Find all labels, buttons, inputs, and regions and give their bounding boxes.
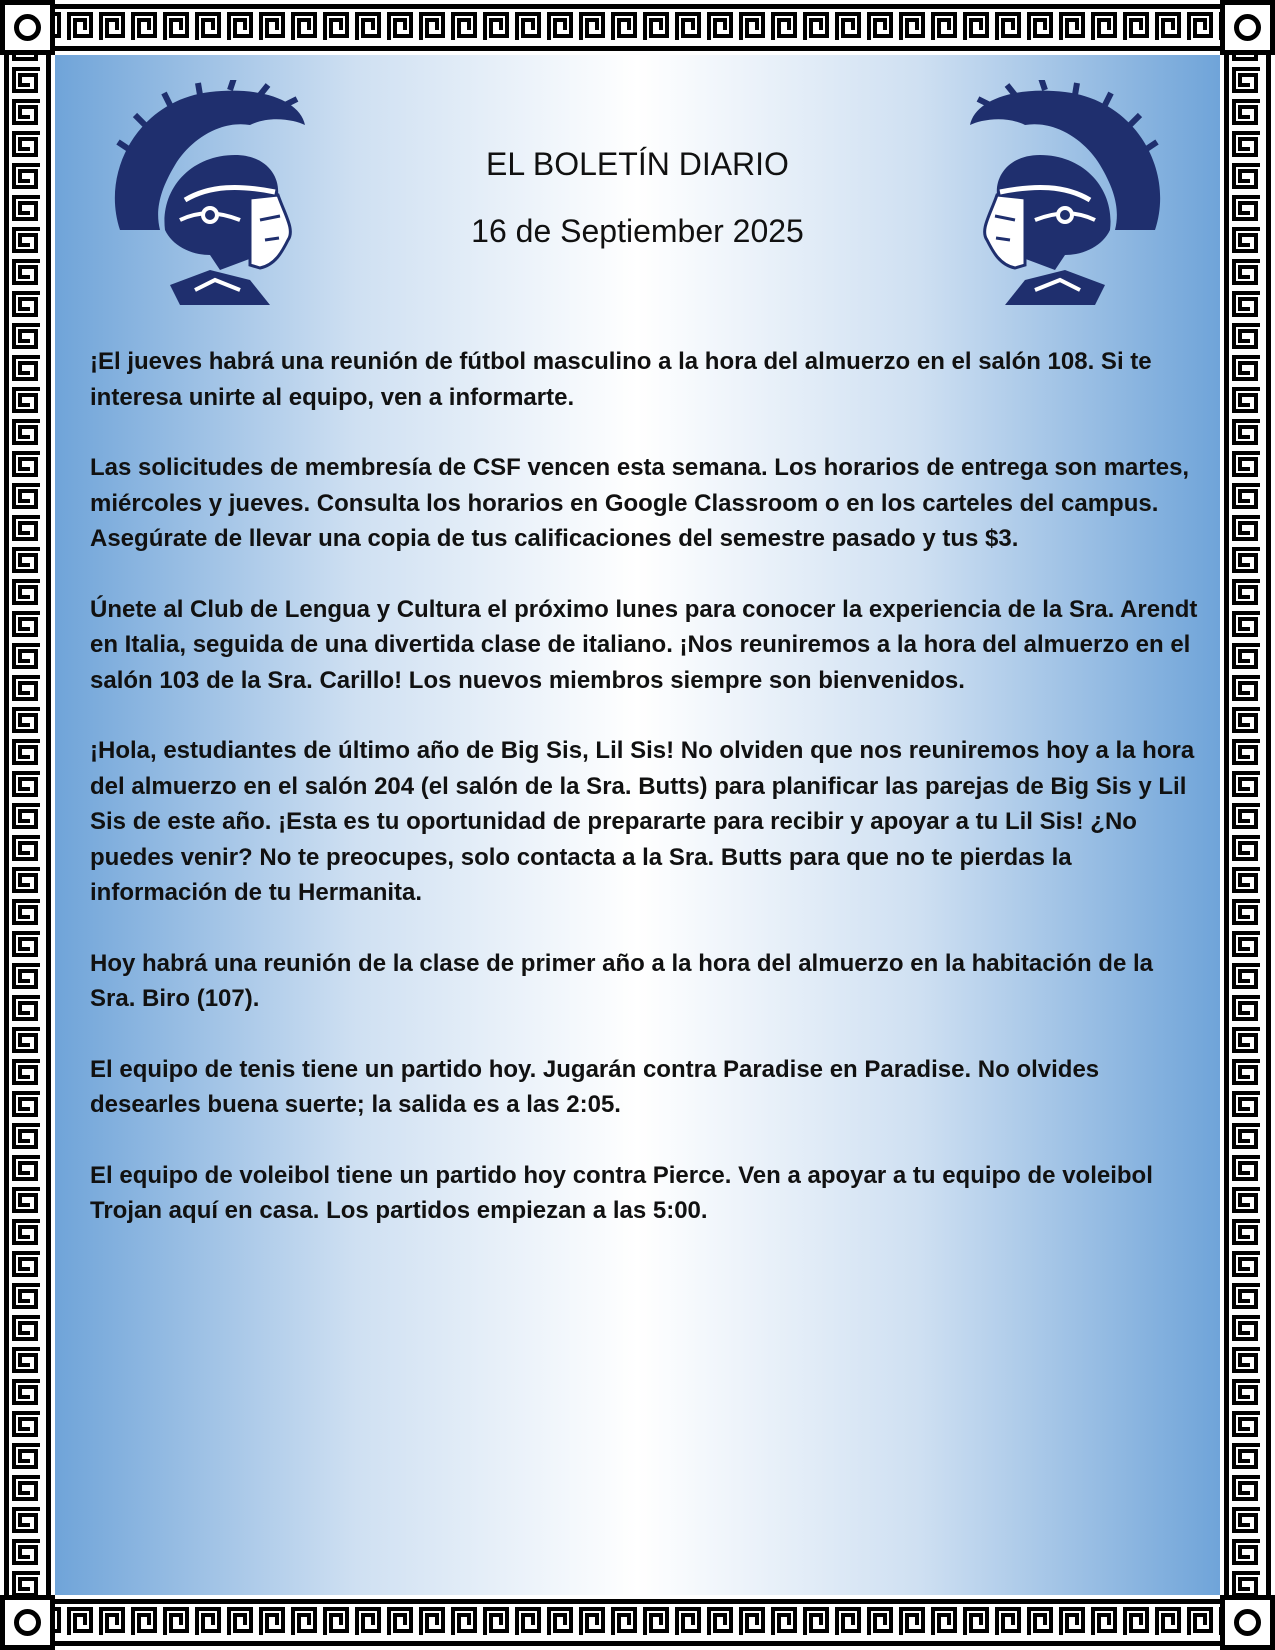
announcement-item: ¡El jueves habrá una reunión de fútbol masculino a la hora del almuerzo en el salón 108. Si te interesa unirte al equipo, ven a informarte. [90, 348, 1152, 411]
greek-key-border-top [0, 0, 1275, 55]
announcement-item: ¡Hola, estudiantes de último año de Big Sis, Lil Sis! No olviden que nos reuniremos hoy a la hora del almuerzo en el salón 204 (el salón de la Sra. Butts) para planificar las parejas de Big Sis y Lil Sis de este año. ¡Esta es tu oportunidad de prepararte para recibir y apoyar a tu Lil Sis! ¿No puedes venir? No te preocupes, solo contacta a la Sra. Butts para que no te pierdas la información de tu Hermanita. [90, 737, 1195, 906]
announcement-item: Únete al Club de Lengua y Cultura el próximo lunes para conocer la experiencia de la Sra. Arendt en Italia, seguida de una divertida clase de italiano. ¡Nos reuniremos a la hora del almuerzo en el salón 103 de la Sra. Carillo! Los nuevos miembros siempre son bienvenidos. [90, 595, 1198, 694]
announcement-item: Las solicitudes de membresía de CSF vencen esta semana. Los horarios de entrega son martes, miércoles y jueves. Consulta los horarios en Google Classroom o en los carteles del campus. Asegúrate de llevar una copia de tus calificaciones del semestre pasado y tus $3. [90, 454, 1190, 552]
greek-key-border-bottom [0, 1595, 1275, 1650]
bulletin-date: 16 de Septiember 2025 [471, 213, 804, 249]
corner-ornament [1220, 0, 1275, 55]
corner-ornament [0, 0, 55, 55]
corner-ornament [1220, 1595, 1275, 1650]
page-title: EL BOLETÍN DIARIO [486, 146, 789, 182]
trojan-helmet-icon [100, 80, 320, 310]
corner-ornament [0, 1595, 55, 1650]
announcement-item: El equipo de tenis tiene un partido hoy. Jugarán contra Paradise en Paradise. No olvides desearles buena suerte; la salida es a las 2:05. [90, 1055, 1100, 1118]
announcement-item: El equipo de voleibol tiene un partido hoy contra Pierce. Ven a apoyar a tu equipo de voleibol Trojan aquí en casa. Los partidos empiezan a las 5:00. [90, 1161, 1153, 1224]
announcements-list [90, 344, 1200, 1264]
trojan-helmet-icon [955, 80, 1175, 310]
announcement-item: Hoy habrá una reunión de la clase de primer año a la hora del almuerzo en la habitación de la Sra. Biro (107). [90, 949, 1153, 1012]
